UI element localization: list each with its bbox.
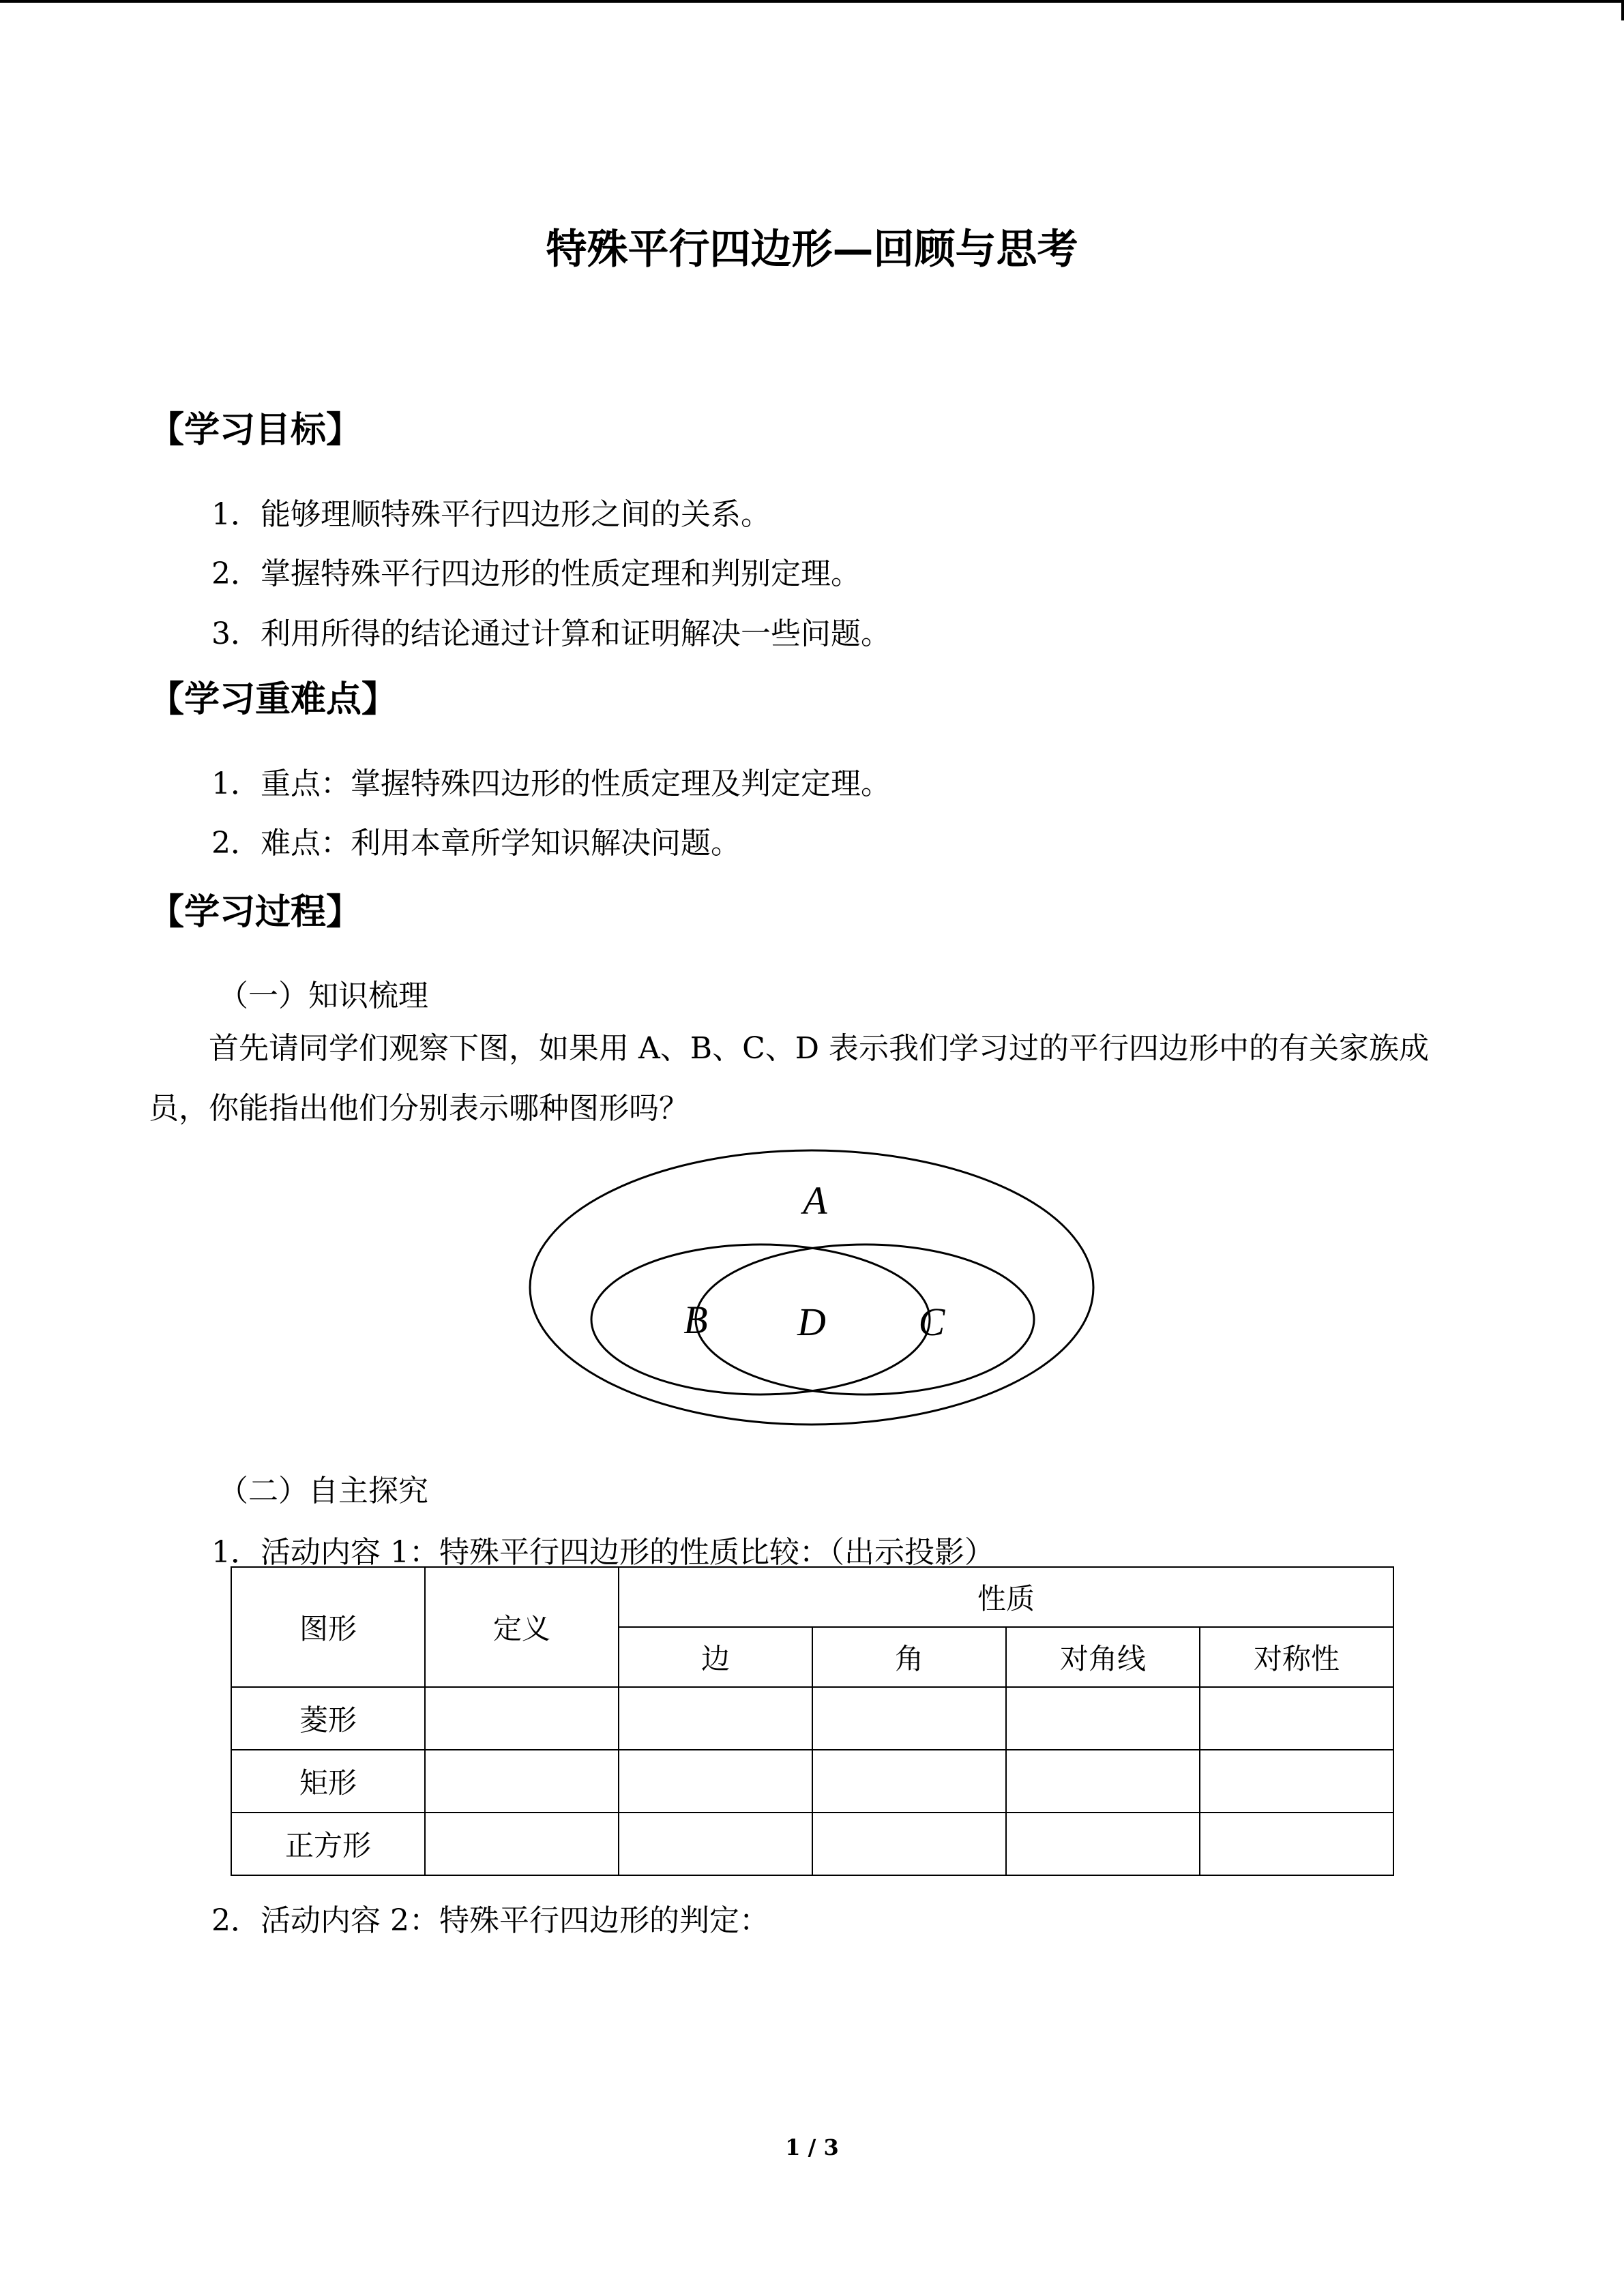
activity-2: 2．活动内容 2：特殊平行四边形的判定： [211,1903,769,1938]
table-cell [1006,1813,1200,1875]
row-label-rhombus: 菱形 [231,1687,425,1750]
table-row [231,1687,1393,1750]
page-number: 1 / 3 [785,2134,839,2160]
heading-goals: 【学习目标】 [149,410,362,451]
page-title: 特殊平行四边形—回顾与思考 [546,226,1078,273]
goal-item-1: 1．能够理顺特殊平行四边形之间的关系。 [211,497,771,532]
header-symmetry: 对称性 [1200,1627,1393,1687]
subheading-explore: （二）自主探究 [218,1474,428,1508]
subheading-knowledge: （一）知识梳理 [218,979,428,1013]
venn-label-b: B [683,1298,708,1342]
table-row [231,1750,1393,1813]
table-cell [1200,1750,1393,1813]
venn-right-ellipse [696,1244,1034,1395]
heading-key-points: 【学习重难点】 [149,679,398,720]
table-cell [619,1750,812,1813]
venn-diagram [525,1146,1098,1432]
table-cell [425,1687,619,1750]
table-row [231,1813,1393,1875]
page-border [0,0,1624,3]
table-cell [1200,1813,1393,1875]
table-cell [812,1687,1006,1750]
row-label-rectangle: 矩形 [231,1750,425,1813]
table-cell [1200,1687,1393,1750]
table-cell [812,1750,1006,1813]
goal-item-2: 2．掌握特殊平行四边形的性质定理和判别定理。 [211,556,861,591]
table-cell [425,1750,619,1813]
table-cell [812,1813,1006,1875]
header-definition: 定义 [425,1567,619,1687]
activity-1: 1．活动内容 1：特殊平行四边形的性质比较：（出示投影） [211,1535,994,1570]
header-angle: 角 [812,1627,1006,1687]
goal-item-3: 3．利用所得的结论通过计算和证明解决一些问题。 [211,616,891,651]
venn-label-c: C [918,1300,945,1344]
table-cell [619,1687,812,1750]
table-cell [619,1813,812,1875]
table-cell [1006,1750,1200,1813]
row-label-square: 正方形 [231,1813,425,1875]
intro-paragraph: 首先请同学们观察下图，如果用 A、B、C、D 表示我们学习过的平行四边形中的有关家族成员，你能指出他们分别表示哪种图形吗？ [149,1031,1430,1126]
header-properties: 性质 [619,1567,1393,1627]
page-border-corner [1621,0,1624,20]
key-point-item-1: 1．重点：掌握特殊四边形的性质定理及判定定理。 [211,766,891,801]
venn-label-a: A [803,1178,827,1223]
table-cell [1006,1687,1200,1750]
key-point-item-2: 2．难点：利用本章所学知识解决问题。 [211,826,741,861]
header-shape: 图形 [231,1567,425,1687]
venn-label-d: D [797,1300,826,1344]
header-diagonal: 对角线 [1006,1627,1200,1687]
header-side: 边 [619,1627,812,1687]
venn-left-ellipse [591,1244,930,1395]
table-cell [425,1813,619,1875]
properties-table [231,1566,1394,1876]
heading-process: 【学习过程】 [149,892,362,933]
